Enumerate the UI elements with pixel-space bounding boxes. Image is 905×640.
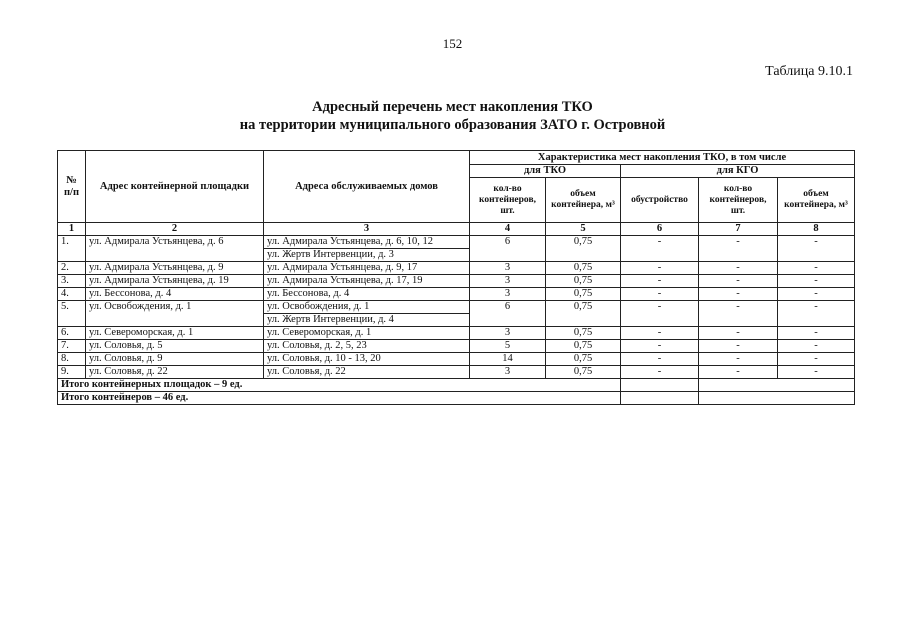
header-characteristics: Характеристика мест накопления ТКО, в том числе bbox=[470, 151, 855, 165]
column-number: 6 bbox=[621, 223, 699, 236]
kgo-volume: - bbox=[778, 353, 855, 366]
kgo-volume: - bbox=[778, 275, 855, 288]
tko-count: 6 bbox=[470, 301, 546, 327]
kgo-count: - bbox=[699, 327, 778, 340]
tko-count: 5 bbox=[470, 340, 546, 353]
table-row bbox=[58, 262, 855, 275]
site-address: ул. Адмирала Устьянцева, д. 9 bbox=[86, 262, 264, 275]
kgo-arrangement: - bbox=[621, 301, 699, 327]
kgo-count: - bbox=[699, 340, 778, 353]
empty-cell bbox=[621, 379, 699, 392]
site-address: ул. Соловья, д. 9 bbox=[86, 353, 264, 366]
tko-volume: 0,75 bbox=[546, 340, 621, 353]
site-address: ул. Адмирала Устьянцева, д. 6 bbox=[86, 236, 264, 262]
site-address: ул. Соловья, д. 5 bbox=[86, 340, 264, 353]
served-address: ул. Жертв Интервенции, д. 3 bbox=[264, 249, 470, 262]
served-address: ул. Соловья, д. 22 bbox=[264, 366, 470, 379]
column-number: 1 bbox=[58, 223, 86, 236]
table-row bbox=[58, 236, 855, 249]
tko-volume: 0,75 bbox=[546, 366, 621, 379]
header-site-address: Адрес контейнерной площадки bbox=[86, 151, 264, 223]
header-for-tko: для ТКО bbox=[470, 165, 621, 178]
kgo-volume: - bbox=[778, 288, 855, 301]
table-row bbox=[58, 327, 855, 340]
empty-cell bbox=[699, 392, 855, 405]
header-served-addresses: Адреса обслуживаемых домов bbox=[264, 151, 470, 223]
header-for-kgo: для КГО bbox=[621, 165, 855, 178]
served-address: ул. Соловья, д. 10 - 13, 20 bbox=[264, 353, 470, 366]
total-sites: Итого контейнерных площадок – 9 ед. bbox=[58, 379, 621, 392]
row-number: 4. bbox=[58, 288, 86, 301]
tko-count: 3 bbox=[470, 275, 546, 288]
row-number: 3. bbox=[58, 275, 86, 288]
tko-volume: 0,75 bbox=[546, 353, 621, 366]
kgo-count: - bbox=[699, 275, 778, 288]
header-kgo-count: кол-во контейнеров, шт. bbox=[699, 178, 778, 223]
empty-cell bbox=[621, 392, 699, 405]
row-number: 8. bbox=[58, 353, 86, 366]
table-row bbox=[58, 288, 855, 301]
column-number: 4 bbox=[470, 223, 546, 236]
title-line-2: на территории муниципального образования ЗАТО г. Островной bbox=[239, 117, 666, 133]
kgo-arrangement: - bbox=[621, 366, 699, 379]
header-kgo-arrangement: обустройство bbox=[621, 178, 699, 223]
kgo-count: - bbox=[699, 366, 778, 379]
row-number: 6. bbox=[58, 327, 86, 340]
tko-count: 3 bbox=[470, 288, 546, 301]
kgo-arrangement: - bbox=[621, 236, 699, 262]
tko-volume: 0,75 bbox=[546, 327, 621, 340]
kgo-count: - bbox=[699, 236, 778, 262]
header-num: № п/п bbox=[58, 151, 86, 223]
table-row bbox=[58, 301, 855, 314]
table-row bbox=[58, 366, 855, 379]
served-address: ул. Адмирала Устьянцева, д. 17, 19 bbox=[264, 275, 470, 288]
row-number: 2. bbox=[58, 262, 86, 275]
served-address: ул. Соловья, д. 2, 5, 23 bbox=[264, 340, 470, 353]
site-address: ул. Освобождения, д. 1 bbox=[86, 301, 264, 327]
column-number: 8 bbox=[778, 223, 855, 236]
header-tko-count: кол-во контейнеров, шт. bbox=[470, 178, 546, 223]
totals-row bbox=[58, 379, 855, 392]
totals-row bbox=[58, 392, 855, 405]
kgo-volume: - bbox=[778, 236, 855, 262]
tko-volume: 0,75 bbox=[546, 275, 621, 288]
tko-count: 6 bbox=[470, 236, 546, 262]
tko-count: 3 bbox=[470, 366, 546, 379]
table-row bbox=[58, 353, 855, 366]
column-number: 7 bbox=[699, 223, 778, 236]
served-address: ул. Освобождения, д. 1 bbox=[264, 301, 470, 314]
row-number: 9. bbox=[58, 366, 86, 379]
served-address: ул. Североморская, д. 1 bbox=[264, 327, 470, 340]
column-number: 3 bbox=[264, 223, 470, 236]
kgo-count: - bbox=[699, 301, 778, 327]
column-number: 5 bbox=[546, 223, 621, 236]
tko-count: 14 bbox=[470, 353, 546, 366]
kgo-arrangement: - bbox=[621, 288, 699, 301]
kgo-volume: - bbox=[778, 340, 855, 353]
kgo-volume: - bbox=[778, 366, 855, 379]
empty-cell bbox=[699, 379, 855, 392]
page-number: 152 bbox=[442, 36, 463, 51]
kgo-count: - bbox=[699, 288, 778, 301]
site-address: ул. Соловья, д. 22 bbox=[86, 366, 264, 379]
site-address: ул. Североморская, д. 1 bbox=[86, 327, 264, 340]
served-address: ул. Адмирала Устьянцева, д. 6, 10, 12 bbox=[264, 236, 470, 249]
kgo-arrangement: - bbox=[621, 327, 699, 340]
title-line-1: Адресный перечень мест накопления ТКО bbox=[312, 99, 593, 115]
tko-count: 3 bbox=[470, 327, 546, 340]
tko-volume: 0,75 bbox=[546, 236, 621, 262]
tko-volume: 0,75 bbox=[546, 262, 621, 275]
kgo-count: - bbox=[699, 262, 778, 275]
tko-volume: 0,75 bbox=[546, 301, 621, 327]
table-row bbox=[58, 275, 855, 288]
site-address: ул. Адмирала Устьянцева, д. 19 bbox=[86, 275, 264, 288]
total-containers: Итого контейнеров – 46 ед. bbox=[58, 392, 621, 405]
tko-volume: 0,75 bbox=[546, 288, 621, 301]
row-number: 1. bbox=[58, 236, 86, 262]
kgo-volume: - bbox=[778, 262, 855, 275]
kgo-arrangement: - bbox=[621, 340, 699, 353]
served-address: ул. Жертв Интервенции, д. 4 bbox=[264, 314, 470, 327]
kgo-volume: - bbox=[778, 301, 855, 327]
page-title bbox=[0, 98, 905, 134]
kgo-arrangement: - bbox=[621, 353, 699, 366]
site-address: ул. Бессонова, д. 4 bbox=[86, 288, 264, 301]
table-label: Таблица 9.10.1 bbox=[765, 64, 853, 79]
column-number: 2 bbox=[86, 223, 264, 236]
kgo-volume: - bbox=[778, 327, 855, 340]
row-number: 7. bbox=[58, 340, 86, 353]
kgo-arrangement: - bbox=[621, 275, 699, 288]
tko-count: 3 bbox=[470, 262, 546, 275]
kgo-arrangement: - bbox=[621, 262, 699, 275]
served-address: ул. Адмирала Устьянцева, д. 9, 17 bbox=[264, 262, 470, 275]
row-number: 5. bbox=[58, 301, 86, 327]
served-address: ул. Бессонова, д. 4 bbox=[264, 288, 470, 301]
header-tko-volume: объем контейнера, м³ bbox=[546, 178, 621, 223]
header-kgo-volume: объем контейнера, м³ bbox=[778, 178, 855, 223]
address-register-table bbox=[57, 150, 855, 405]
table-row bbox=[58, 340, 855, 353]
kgo-count: - bbox=[699, 353, 778, 366]
